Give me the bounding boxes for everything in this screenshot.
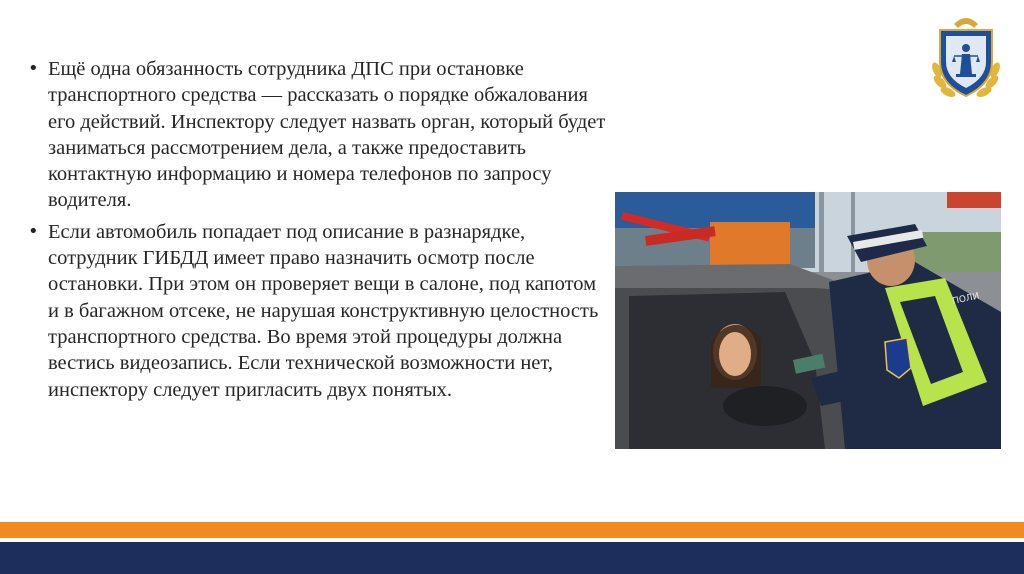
bullet-text: Ещё одна обязанность сотрудника ДПС при остановке транспортного средства — рассказать о порядке обжалования его действий. Инспектору следует назвать орган, который будет заниматься рассмотрением дела, а также предоставить контактную информацию и номера телефонов по запросу водителя. [48,58,606,212]
bullet-text: Если автомобиль попадает под описание в разнарядке, сотрудник ГИБДД имеет право назначить осмотр после остановки. При этом он проверяет вещи в салоне, под капотом и в багажном отсеке, не нарушая конструктивную целостность транспортного средства. Во время этой процедуры должна вестись видеозапись. Если технической возможности нет, инспектору следует пригласить двух понятых. [48,220,599,401]
uniform-text: ПОЛИ [951,291,981,307]
bullet-marker: • [28,220,39,242]
bullet-item [26,56,606,214]
footer-orange-bar [0,522,1024,538]
traffic-police-photo [615,192,1001,449]
bullet-list [26,56,606,408]
bullet-item [26,219,606,403]
footer-navy-bar [0,542,1024,574]
police-emblem-icon [928,10,1004,102]
bullet-marker: • [28,58,39,79]
